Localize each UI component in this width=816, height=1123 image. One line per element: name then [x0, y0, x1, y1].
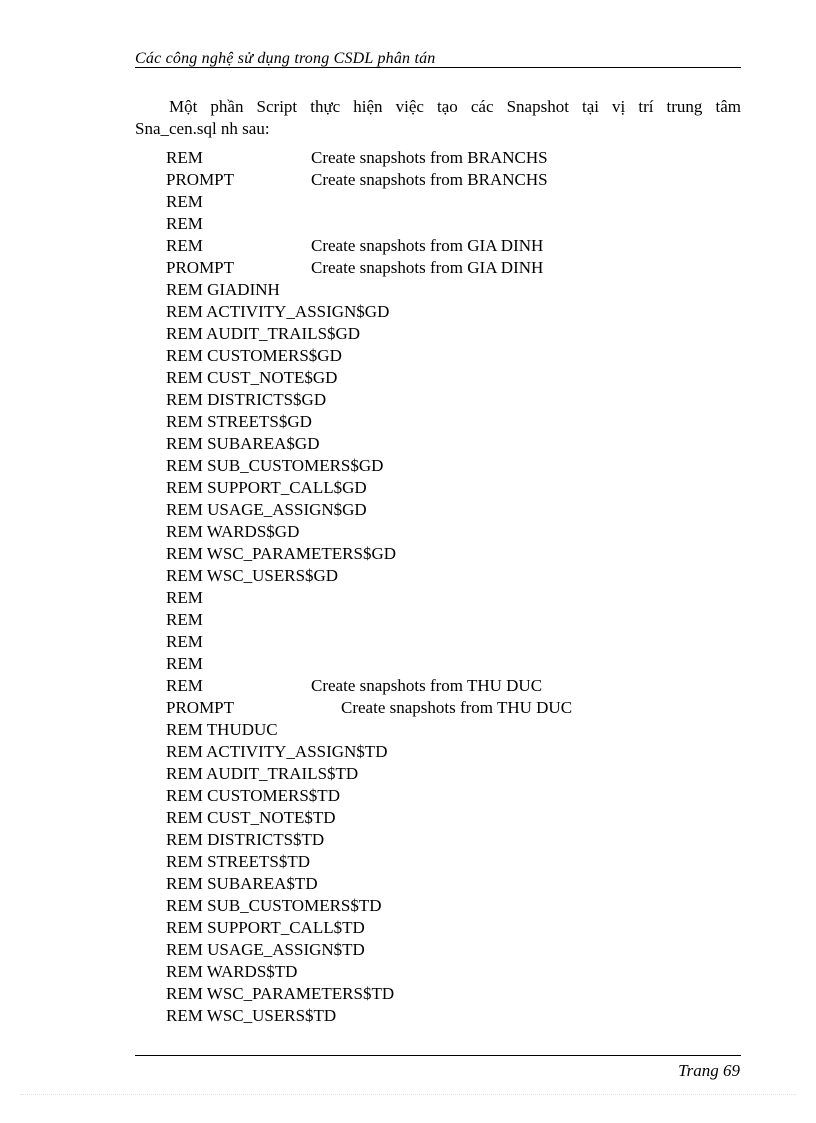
- script-line: [166, 587, 726, 609]
- script-keyword: REM SUB_CUSTOMERS$GD: [166, 456, 384, 475]
- script-keyword: REM SUPPORT_CALL$GD: [166, 478, 367, 497]
- script-keyword: REM WSC_USERS$TD: [166, 1006, 337, 1025]
- script-keyword: REM USAGE_ASSIGN$TD: [166, 940, 365, 959]
- script-listing: [166, 147, 726, 1027]
- script-keyword: REM GIADINH: [166, 280, 280, 299]
- script-keyword: PROMPT: [166, 698, 235, 717]
- script-line: [166, 609, 726, 631]
- script-keyword: REM ACTIVITY_ASSIGN$GD: [166, 302, 390, 321]
- script-keyword: REM AUDIT_TRAILS$TD: [166, 764, 359, 783]
- header-divider: [135, 67, 741, 68]
- script-line: [166, 433, 726, 455]
- script-keyword: REM USAGE_ASSIGN$GD: [166, 500, 367, 519]
- script-keyword: REM WARDS$TD: [166, 962, 298, 981]
- script-line: [166, 851, 726, 873]
- script-keyword: REM: [166, 588, 203, 607]
- script-comment-text: Create snapshots from BRANCHS: [311, 148, 548, 167]
- script-keyword: REM CUST_NOTE$GD: [166, 368, 338, 387]
- script-line: [166, 565, 726, 587]
- script-comment-text: Create snapshots from THU DUC: [311, 676, 543, 695]
- script-keyword: REM: [166, 236, 203, 255]
- script-line: [166, 961, 726, 983]
- script-comment-text: Create snapshots from BRANCHS: [311, 170, 548, 189]
- script-line: [166, 543, 726, 565]
- script-keyword: REM SUBAREA$TD: [166, 874, 318, 893]
- script-keyword: REM AUDIT_TRAILS$GD: [166, 324, 361, 343]
- intro-line-1: Một phần Script thực hiện việc tạo các Snapshot tại vị trí trung tâm: [169, 97, 741, 116]
- script-comment-text: Create snapshots from GIA DINH: [311, 258, 544, 277]
- script-line: [166, 741, 726, 763]
- script-comment-text: Create snapshots from THU DUC: [341, 698, 573, 717]
- script-keyword: REM: [166, 654, 203, 673]
- script-keyword: REM: [166, 610, 203, 629]
- script-line: [166, 147, 726, 169]
- script-line: [166, 521, 726, 543]
- page-bottom-border: [20, 1094, 796, 1095]
- script-keyword: REM SUBAREA$GD: [166, 434, 320, 453]
- script-line: [166, 323, 726, 345]
- script-line: [166, 675, 726, 697]
- script-line: [166, 455, 726, 477]
- intro-paragraph: [135, 96, 741, 140]
- script-line: [166, 499, 726, 521]
- script-keyword: REM ACTIVITY_ASSIGN$TD: [166, 742, 388, 761]
- footer-divider: [135, 1055, 741, 1056]
- script-line: [166, 983, 726, 1005]
- script-line: [166, 235, 726, 257]
- script-line: [166, 257, 726, 279]
- script-keyword: REM SUB_CUSTOMERS$TD: [166, 896, 382, 915]
- script-keyword: REM STREETS$TD: [166, 852, 311, 871]
- script-line: [166, 895, 726, 917]
- page-number: Trang 69: [678, 1061, 740, 1080]
- script-keyword: REM STREETS$GD: [166, 412, 312, 431]
- script-line: [166, 807, 726, 829]
- script-line: [166, 631, 726, 653]
- script-line: [166, 917, 726, 939]
- script-line: [166, 279, 726, 301]
- script-line: [166, 477, 726, 499]
- script-keyword: REM: [166, 676, 203, 695]
- script-keyword: REM: [166, 192, 203, 211]
- script-line: [166, 697, 726, 719]
- script-line: [166, 169, 726, 191]
- script-keyword: REM: [166, 148, 203, 167]
- script-line: [166, 191, 726, 213]
- script-line: [166, 785, 726, 807]
- script-line: [166, 653, 726, 675]
- script-keyword: REM WSC_PARAMETERS$TD: [166, 984, 395, 1003]
- script-keyword: REM: [166, 214, 203, 233]
- script-line: [166, 719, 726, 741]
- script-keyword: REM WSC_USERS$GD: [166, 566, 339, 585]
- script-keyword: PROMPT: [166, 258, 235, 277]
- script-line: [166, 345, 726, 367]
- script-keyword: REM DISTRICTS$TD: [166, 830, 325, 849]
- intro-line-2: Sna_cen.sql nh sau:: [135, 119, 270, 138]
- script-line: [166, 213, 726, 235]
- script-line: [166, 389, 726, 411]
- script-keyword: REM: [166, 632, 203, 651]
- script-line: [166, 939, 726, 961]
- script-line: [166, 301, 726, 323]
- script-keyword: REM WARDS$GD: [166, 522, 300, 541]
- script-keyword: REM WSC_PARAMETERS$GD: [166, 544, 397, 563]
- script-comment-text: Create snapshots from GIA DINH: [311, 236, 544, 255]
- script-line: [166, 1005, 726, 1027]
- script-line: [166, 873, 726, 895]
- script-line: [166, 367, 726, 389]
- script-keyword: REM THUDUC: [166, 720, 278, 739]
- script-keyword: REM CUST_NOTE$TD: [166, 808, 336, 827]
- script-keyword: REM CUSTOMERS$GD: [166, 346, 342, 365]
- script-line: [166, 763, 726, 785]
- script-line: [166, 829, 726, 851]
- page-header-title: Các công nghệ sử dụng trong CSDL phân tán: [135, 50, 436, 67]
- script-keyword: REM DISTRICTS$GD: [166, 390, 327, 409]
- script-keyword: REM SUPPORT_CALL$TD: [166, 918, 365, 937]
- script-line: [166, 411, 726, 433]
- script-keyword: PROMPT: [166, 170, 235, 189]
- script-keyword: REM CUSTOMERS$TD: [166, 786, 340, 805]
